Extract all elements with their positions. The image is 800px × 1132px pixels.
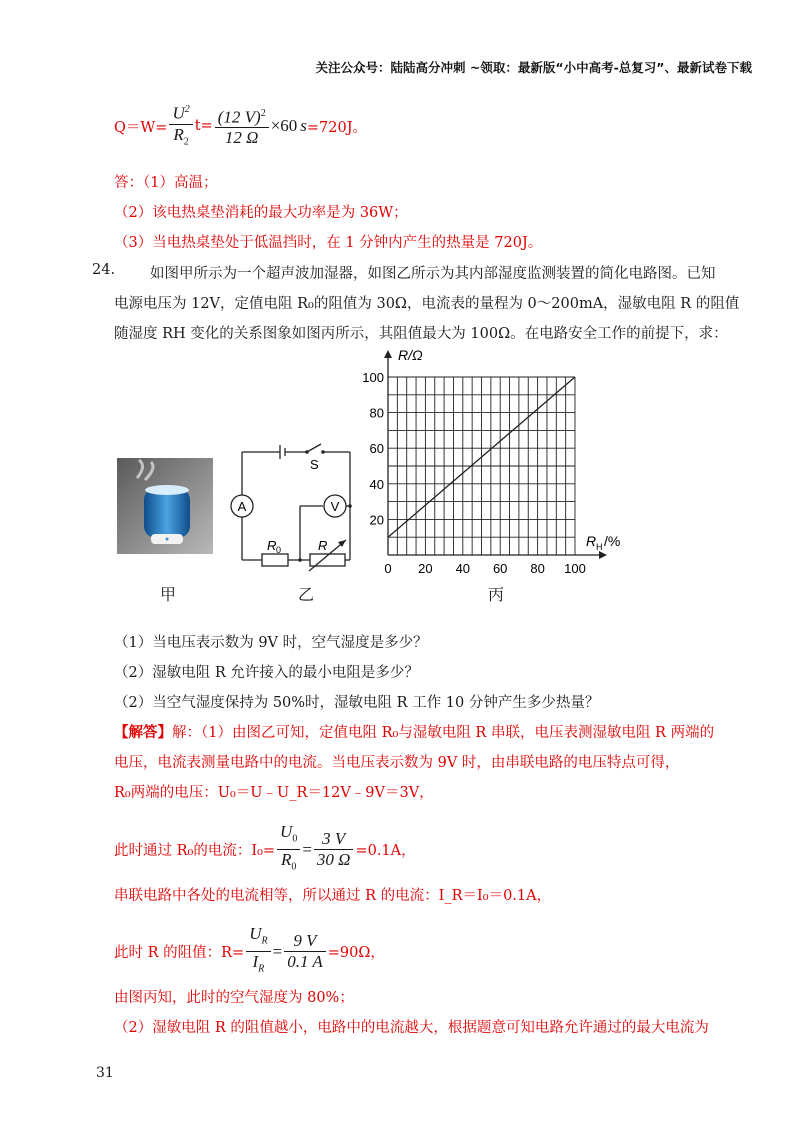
y-axis-label: R/Ω [398, 347, 423, 363]
solution-tag: 【解答】 [114, 724, 172, 741]
y-axis-arrow [384, 350, 392, 358]
figure-label-yi: 乙 [298, 585, 315, 604]
solution-line-5: 串联电路中各处的电流相等，所以通过 R 的电流：I_R＝I₀＝0.1A， [114, 888, 552, 904]
x-tick-label: 60 [492, 561, 508, 576]
y-tick-label: 100 [362, 370, 384, 385]
t-symbol: t= [194, 118, 213, 135]
fraction-9v-over-01a: $\frac{9 V}{0.1 A}$ [284, 931, 326, 972]
solution-line-7: 由图丙知，此时的空气湿度为 80%； [114, 990, 354, 1006]
answer-head: 答：（1）高温； [114, 175, 218, 191]
fraction-ur-over-ir: $\frac{U_R}{I_R}$ [246, 924, 270, 980]
resistance-equation: 此时 R 的阻值：R= $\frac{U_R}{I_R}$ = $\frac{9 V}{0.1 A}$ =90Ω， [114, 924, 385, 980]
page-header: 关注公众号：陆陆高分冲刺 ~领取：最新版“小中高考-总复习”、最新试卷下载 [315, 60, 752, 75]
question-line-1: 如图甲所示为一个超声波加湿器，如图乙所示为其内部湿度监测装置的简化电路图。已知 [150, 266, 716, 282]
switch-blade [307, 444, 321, 452]
x-tick-label: 40 [455, 561, 471, 576]
fraction-12v-squared: $\frac{(12 V)^2}{12 \Omega}$ [215, 104, 269, 149]
heat-equation [114, 100, 367, 152]
fraction-u2-over-r2: $\frac{U^2}{R_2}$ [169, 100, 192, 152]
chart-axes [388, 355, 602, 555]
current-equation: 此时通过 R₀的电流：I₀= $\frac{U_0}{R_0}$ = $\frac{3 V}{30 \Omega}$ =0.1A， [114, 822, 416, 878]
question-line-2: 电源电压为 12V，定值电阻 R₀的阻值为 30Ω，电流表的量程为 0～200mA，湿敏电阻 R 的阻值 [114, 296, 740, 312]
y-tick-label: 60 [369, 441, 384, 457]
solution-line-3: R₀两端的电压：U₀＝U﹣U_R＝12V﹣9V＝3V， [114, 785, 434, 801]
x-tick-label: 0 [384, 561, 392, 576]
ammeter-label: A [237, 499, 247, 514]
sub-question-2: （2）湿敏电阻 R 允许接入的最小电阻是多少？ [114, 665, 419, 681]
humidifier-tank [144, 488, 190, 538]
y-tick-label: 20 [369, 512, 384, 528]
answer-3: （3）当电热桌垫处于低温挡时，在 1 分钟内产生的热量是 720J。 [114, 235, 543, 251]
y-tick-labels [362, 370, 384, 527]
answer-2: （2）该电热桌垫消耗的最大功率是为 36W； [114, 205, 408, 221]
fraction-u0-over-r0: $\frac{U_0}{R_0}$ [277, 822, 300, 878]
x-tick-label: 100 [564, 561, 586, 576]
figure-label-bing: 丙 [488, 585, 505, 604]
eq-prefix: Q＝W= [114, 119, 168, 136]
solution-line-8: （2）湿敏电阻 R 的阻值越小，电路中的电流越大，根据题意可知电路允许通过的最大电流为 [114, 1020, 709, 1036]
r0-sub: 0 [276, 545, 282, 555]
times-60: ×60 [270, 116, 298, 136]
humidifier-photo [117, 458, 213, 554]
sub-question-1: （1）当电压表示数为 9V 时，空气湿度是多少？ [114, 635, 428, 651]
x-tick-labels [384, 561, 585, 576]
unit-s: s [300, 116, 307, 136]
solution-line-2: 电压，电流表测量电路中的电流。当电压表示数为 9V 时，由串联电路的电压特点可得， [114, 755, 680, 771]
circuit-diagram [225, 440, 365, 580]
eq-result: =720J。 [306, 119, 368, 136]
solution-line-1: 【解答】解：（1）由图乙可知，定值电阻 R₀与湿敏电阻 R 串联，电压表测湿敏电阻 R 两端的 [114, 724, 715, 741]
x-axis-label-sub: H [596, 542, 603, 552]
x-axis-arrow [599, 551, 607, 559]
x-axis-unit: /% [604, 533, 621, 549]
resistance-humidity-chart [360, 345, 650, 580]
resistor-r0 [262, 554, 288, 566]
voltmeter-label: V [330, 499, 340, 514]
y-tick-label: 80 [369, 405, 384, 421]
y-tick-label: 40 [369, 476, 384, 492]
question-number: 24. [92, 262, 116, 278]
r-label: R [318, 538, 328, 553]
x-axis-label: R [586, 533, 597, 549]
page-number: 31 [96, 1065, 114, 1081]
question-line-3: 随湿度 RH 变化的关系图象如图丙所示，其阻值最大为 100Ω。在电路安全工作的前提下，求： [114, 326, 728, 342]
fraction-3v-over-30: $\frac{3 V}{30 \Omega}$ [314, 829, 354, 870]
switch-label: S [310, 457, 319, 472]
sub-question-3: （2）当空气湿度保持为 50%时，湿敏电阻 R 工作 10 分钟产生多少热量？ [114, 695, 600, 711]
x-tick-label: 20 [418, 561, 433, 576]
figure-label-jia: 甲 [160, 585, 177, 604]
chart-grid [388, 377, 575, 555]
r0-label: R [267, 538, 277, 553]
x-tick-label: 80 [530, 561, 545, 576]
